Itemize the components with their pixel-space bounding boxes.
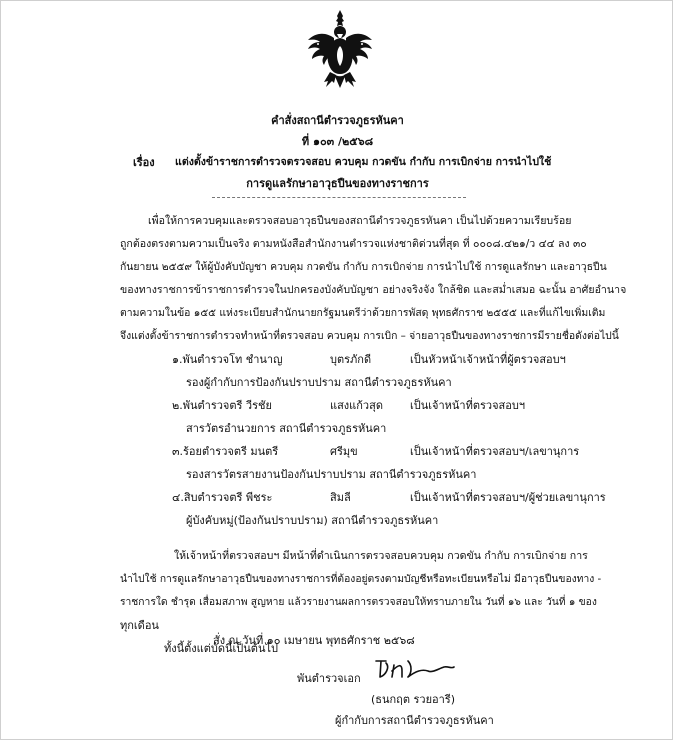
appointee-rank-name: ๔.สิบตำรวจตรี พีชระ [172,491,273,504]
paragraph-2-line: ทุกเดือน [120,619,159,632]
appointee-position: ผู้บังคับหมู่(ป้องกันปราบปราม) สถานีตำรวจภูธรหันคา [186,514,439,527]
appointee-rank-name: ๒.พันตำรวจตรี วีรชัย [172,399,272,412]
order-date: สั่ง ณ วันที่ ๑๐ เมษายน พุทธศักราช ๒๕๖๘ [213,634,415,647]
appointee-surname: แสงแก้วสุด [330,399,383,412]
appointee-duty: เป็นเจ้าหน้าที่ตรวจสอบฯ/เลขานุการ [410,445,580,458]
paragraph-1-line: เพื่อให้การควบคุมและตรวจสอบอาวุธปืนของสถานีตำรวจภูธรหันคา เป็นไปด้วยความเรียบร้อย [148,215,572,227]
appointee-duty: เป็นเจ้าหน้าที่ตรวจสอบฯ/ผู้ช่วยเลขานุการ [410,491,606,504]
paragraph-2-line: ราชการใด ชำรุด เสื่อมสภาพ สูญหาย แล้วรายงานผลการตรวจสอบให้ทราบภายใน วันที่ ๑๖ และ วันที่ ๑ ของ [120,596,597,608]
appointee-duty: เป็นหัวหน้าเจ้าหน้าที่ผู้ตรวจสอบฯ [410,353,566,366]
paragraph-2-line: ให้เจ้าหน้าที่ตรวจสอบฯ มีหน้าที่ดำเนินการตรวจสอบควบคุม กวดขัน กำกับ การเบิกจ่าย การ [174,550,588,562]
separator-line [212,197,466,198]
order-number: ที่ ๑๐๓ /๒๕๖๘ [301,135,374,148]
appointee-rank-name: ๓.ร้อยตำรวจตรี มนตรี [172,445,279,458]
subject-label: เรื่อง [133,156,155,169]
signer-name: (ธนกฤต รวยอารี) [371,693,455,706]
garuda-emblem [304,8,376,92]
paragraph-1-line: ถูกต้องตรงตามความเป็นจริง ตามหนังสือสำนักงานตำรวจแห่งชาติด่วนที่สุด ที่ ๐๐๐๘.๔๒๑/ว ๔๔ ลง ๓๐ [120,238,587,250]
paragraph-1-line: จึงแต่งตั้งข้าราชการตำรวจทำหน้าที่ตรวจสอบ ควบคุม การเบิก – จ่ายอาวุธปืนของทางราชการมีรายชื่อดังต่อไปนี้ [120,330,619,342]
signer-rank: พันตำรวจเอก [297,672,361,685]
effective-statement: ทั้งนี้ตั้งแต่บัดนี้เป็นต้นไป [164,642,278,655]
appointee-duty: เป็นเจ้าหน้าที่ตรวจสอบฯ [410,399,525,412]
signature [372,657,458,681]
appointee-surname: สิมลี [330,491,351,504]
appointee-position: สารวัตรอำนวยการ สถานีตำรวจภูธรหันคา [186,422,387,435]
paragraph-2-line: นำไปใช้ การดูแลรักษาอาวุธปืนของทางราชการที่ต้องอยู่ตรงตามบัญชีหรือทะเบียนหรือไม่ มีอาวุธปืนของทาง - [120,573,602,585]
signer-position: ผู้กำกับการสถานีตำรวจภูธรหันคา [335,714,494,727]
appointee-surname: ศรีมุข [330,445,358,458]
appointee-position: รองสารวัตรสายงานป้องกันปราบปราม สถานีตำรวจภูธรหันคา [186,468,477,481]
order-title: คำสั่งสถานีตำรวจภูธรหันคา [271,114,404,127]
paragraph-1-line: ของทางราชการข้าราชการตำรวจในปกครองบังคับบัญชา อย่างจริงจัง ใกล้ชิด และสม่ำเสมอ ฉะนั้น อาศัยอำนาจ [120,284,627,296]
appointee-rank-name: ๑.พันตำรวจโท ชำนาญ [172,353,283,366]
appointee-surname: บุตรภักดี [330,353,372,366]
subject-line-1: แต่งตั้งข้าราชการตำรวจตรวจสอบ ควบคุม กวดขัน กำกับ การเบิกจ่าย การนำไปใช้ [175,156,552,168]
appointee-position: รองผู้กำกับการป้องกันปราบปราม สถานีตำรวจภูธรหันคา [186,376,452,389]
paragraph-1-line: ตามความในข้อ ๑๕๕ แห่งระเบียบสำนักนายกรัฐมนตรีว่าด้วยการพัสดุ พุทธศักราช ๒๕๕๕ และที่แก้ไขเพิ่มเติม [120,307,606,319]
subject-line-2: การดูแลรักษาอาวุธปืนของทางราชการ [246,177,429,190]
paragraph-1-line: กันยายน ๒๕๕๙ ให้ผู้บังคับบัญชา ควบคุม กวดขัน กำกับ การเบิกจ่าย การนำไปใช้ การดูแลรักษา และอาวุธปืน [120,261,607,273]
